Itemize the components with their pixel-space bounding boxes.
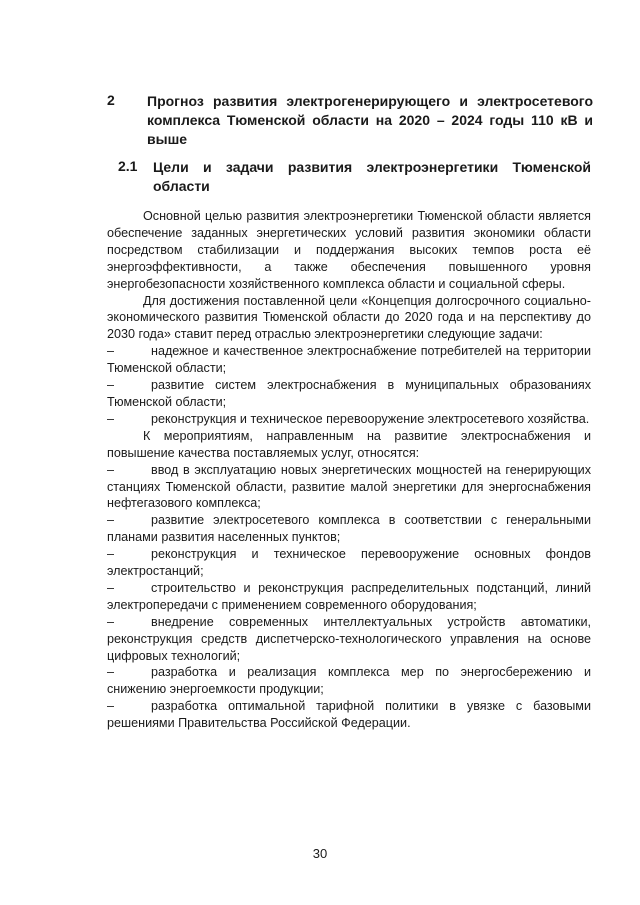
measure-item [107, 512, 591, 546]
task-item [107, 377, 591, 411]
list-dash: – [107, 411, 115, 426]
subsection-title: Цели и задачи развития электроэнергетики Тюменской области [153, 159, 591, 194]
list-dash: – [107, 699, 115, 714]
page-number: 30 [312, 846, 328, 861]
measure-item-text: разработка оптимальной тарифной политики в увязке с базовыми решениями Правительства Российской Федерации. [107, 699, 591, 731]
list-dash: – [107, 580, 115, 595]
measure-item-text: разработка и реализация комплекса мер по энергосбережению и снижению энергоемкости продукции; [107, 665, 591, 697]
measure-item [107, 698, 591, 732]
measure-item-text: развитие электросетевого комплекса в соответствии с генеральными планами развития населенных пунктов; [107, 513, 591, 545]
measure-item [107, 546, 591, 580]
list-dash: – [107, 547, 115, 562]
measure-item-text: реконструкция и техническое перевооружение основных фондов электростанций; [107, 547, 591, 579]
measure-item-text: строительство и реконструкция распределительных подстанций, линий электропередачи с применением современного оборудования; [107, 580, 591, 612]
task-item [107, 343, 591, 377]
section-title: Прогноз развития электрогенерирующего и электросетевого комплекса Тюменской области на 2020 – 2024 годы 110 кВ и выше [147, 93, 593, 147]
measure-item [107, 664, 591, 698]
paragraph-main-goal: Основной целью развития электроэнергетики Тюменской области является обеспечение заданных энергетических условий развития экономики области посредством стабилизации и поддержания высоких темпов роста её энергоэффективности, а также обеспечения повышенного уровня энергобезопасности хозяйственного комплекса области и социальной сферы. [107, 209, 591, 291]
list-dash: – [107, 665, 115, 680]
measure-item-text: ввод в эксплуатацию новых энергетических мощностей на генерирующих станциях Тюменской области, развитие малой энергетики для энергоснабжения нефтегазового комплекса; [107, 462, 591, 511]
measure-item [107, 580, 591, 614]
list-dash: – [107, 378, 115, 393]
task-item-text: реконструкция и техническое перевооружение электросетевого хозяйства. [151, 411, 590, 426]
task-item-text: развитие систем электроснабжения в муниципальных образованиях Тюменской области; [107, 378, 591, 409]
measure-item [107, 614, 591, 665]
task-item [107, 411, 591, 428]
list-dash: – [107, 614, 115, 629]
list-dash: – [107, 462, 115, 477]
measure-item-text: внедрение современных интеллектуальных устройств автоматики, реконструкция средств диспетчерско-технологического управления на основе цифровых технологий; [107, 614, 591, 663]
section-number: 2 [107, 92, 115, 108]
paragraph-measures-intro: К мероприятиям, направленным на развитие электроснабжения и повышение качества поставляемых услуг, относятся: [107, 428, 591, 460]
measure-item [107, 462, 591, 513]
document-body [107, 208, 591, 732]
task-item-text: надежное и качественное электроснабжение потребителей на территории Тюменской области; [107, 344, 591, 376]
list-dash: – [107, 344, 115, 359]
list-dash: – [107, 513, 115, 528]
paragraph-tasks-intro: Для достижения поставленной цели «Концепция долгосрочного социально-экономического развития Тюменской области до 2020 года и на перспективу до 2030 года» ставит перед отраслью электроэнергетики следующие задачи: [107, 293, 591, 342]
subsection-number: 2.1 [118, 158, 138, 174]
